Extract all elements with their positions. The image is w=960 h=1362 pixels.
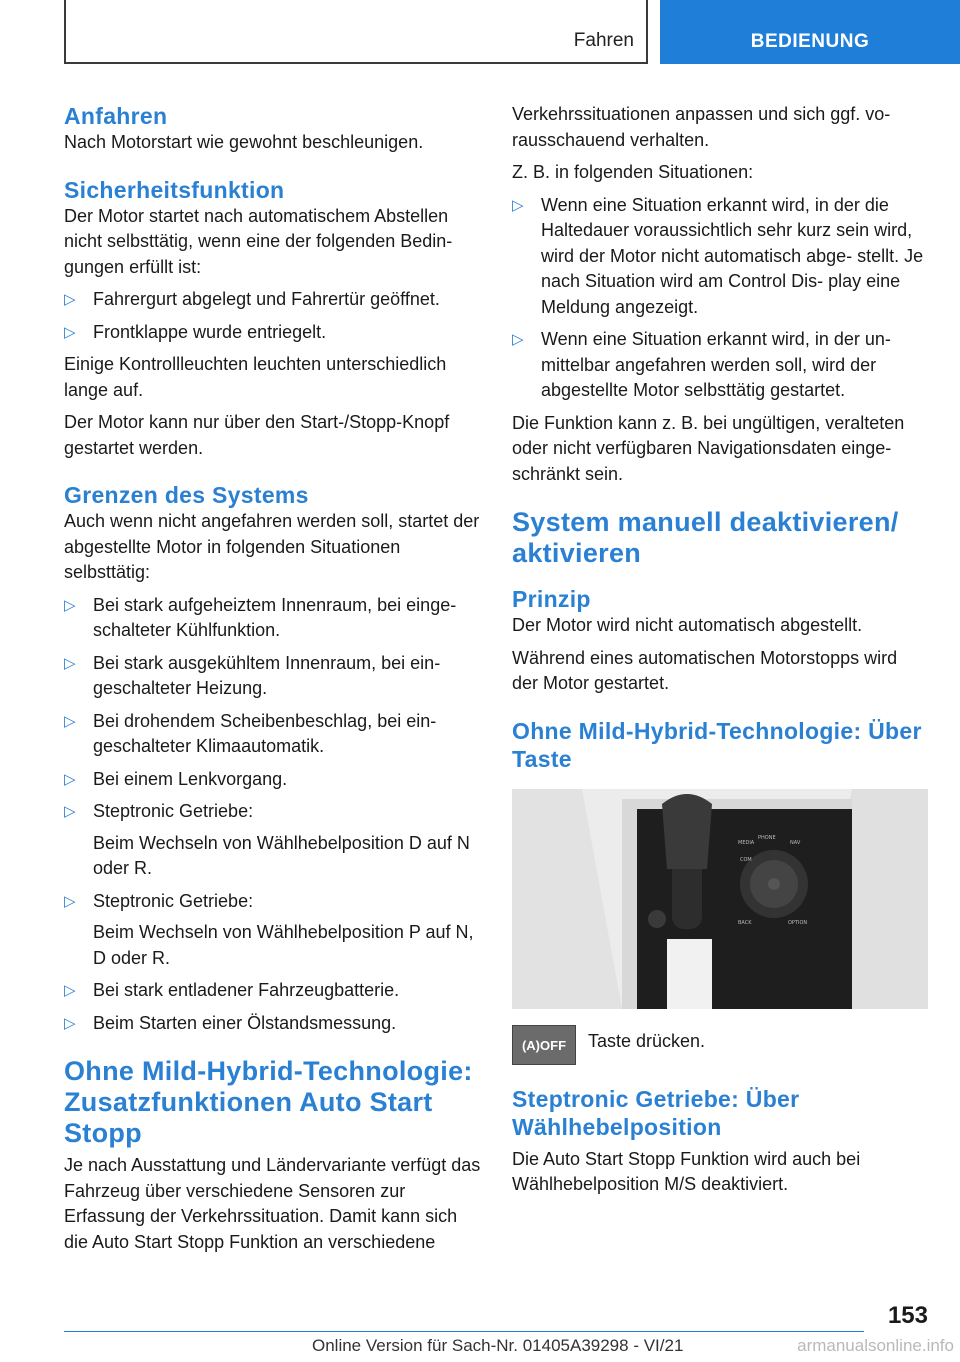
list-item: ▷ Beim Starten einer Ölstandsmessung. xyxy=(64,1011,482,1037)
heading-zusatzfunktionen: Ohne Mild-Hybrid-Technologie: Zusatzfunktionen Auto Start Stopp xyxy=(64,1056,473,1148)
photo-label-phone: PHONE xyxy=(758,834,776,841)
text-prinzip-2: Während eines automatischen Motorstopps wird der Motor gestartet. xyxy=(512,647,898,693)
text-zusatzfunktionen: Je nach Ausstattung und Ländervariante verfügt das Fahrzeug über verschiedene Sensoren zur Erfassung der Verkehrssituation. Damit kann sich die Auto Start Stopp Funktion an verschiedene xyxy=(64,1155,481,1252)
heading-waehlhebelposition: Steptronic Getriebe: Über Wählhebelposition xyxy=(512,1085,800,1140)
text-grenzen: Auch wenn nicht angefahren werden soll, startet der abgestellte Motor in folgenden Situationen selbsttätig: xyxy=(64,511,480,582)
triangle-bullet-icon: ▷ xyxy=(64,982,76,999)
footer-divider xyxy=(64,1331,864,1332)
list-item: ▷ Steptronic Getriebe: Beim Wechseln von Wählhebelposition P auf N, D oder R. xyxy=(64,889,482,972)
photo-label-back: BACK xyxy=(738,919,752,926)
right-column xyxy=(512,102,928,1198)
text-prinzip-1: Der Motor wird nicht automatisch abgestellt. xyxy=(512,615,863,635)
list-item: ▷ Bei einem Lenkvorgang. xyxy=(64,767,482,793)
list-item: ▷ Frontklappe wurde entriegelt. xyxy=(64,320,482,346)
left-column xyxy=(64,102,482,1255)
triangle-bullet-icon: ▷ xyxy=(64,1014,76,1032)
photo-label-media: MEDIA xyxy=(738,839,755,846)
triangle-bullet-icon: ▷ xyxy=(64,712,76,730)
heading-ueber-taste: Ohne Mild-Hybrid-Technologie: Über Taste xyxy=(512,717,922,772)
text-continuation: Verkehrssituationen anpassen und sich ggf. vo‑ rausschauend verhalten. xyxy=(512,104,891,150)
list-item: ▷ Wenn eine Situation erkannt wird, in der un‑ mittelbar angefahren werden soll, wird der abgestellte Motor selbsttätig gestartet. xyxy=(512,329,891,400)
text-waehlhebelposition: Die Auto Start Stopp Funktion wird auch bei Wählhebelposition M/S deaktiviert. xyxy=(512,1148,861,1194)
triangle-bullet-icon: ▷ xyxy=(64,803,76,820)
triangle-bullet-icon: ▷ xyxy=(64,770,76,788)
triangle-bullet-icon: ▷ xyxy=(512,331,524,348)
heading-manuell-deaktivieren: System manuell deaktivieren/ aktivieren xyxy=(512,507,899,568)
header-box xyxy=(64,0,648,64)
text-start-stopp-knopf: Der Motor kann nur über den Start-/Stopp-Knopf gestartet werden. xyxy=(64,412,450,458)
center-console-illustration xyxy=(512,789,928,1009)
watermark: armanualsonline.info xyxy=(797,1336,954,1355)
list-item-subtext: Beim Wechseln von Wählhebelposition D auf N oder R. xyxy=(93,832,470,878)
footer-online-version: Online Version für Sach-Nr. 01405A39298 - VI/21 xyxy=(312,1336,684,1355)
header-section-label: Fahren xyxy=(573,30,634,51)
text-taste-druecken: Taste drücken. xyxy=(588,1030,706,1051)
list-item: ▷ Steptronic Getriebe: Beim Wechseln von Wählhebelposition D auf N oder R. xyxy=(64,799,482,882)
triangle-bullet-icon: ▷ xyxy=(64,596,76,614)
text-anfahren: Nach Motorstart wie gewohnt beschleunigen. xyxy=(64,132,424,152)
heading-grenzen: Grenzen des Systems xyxy=(64,482,309,508)
triangle-bullet-icon: ▷ xyxy=(64,323,76,341)
list-item: ▷ Wenn eine Situation erkannt wird, in der die Haltedauer voraussichtlich sehr kurz sein wird, wird der Motor nicht automatisch abge‑ stellt. Je nach Situation wird am Control Dis‑ play eine Meldung angezeigt. xyxy=(512,194,924,317)
list-item: ▷ Bei stark aufgeheiztem Innenraum, bei einge‑ schalteter Kühlfunktion. xyxy=(64,594,457,640)
list-item: ▷ Fahrergurt abgelegt und Fahrertür geöffnet. xyxy=(64,287,482,313)
text-situationen: Z. B. in folgenden Situationen: xyxy=(512,162,754,182)
taste-row xyxy=(512,1025,928,1065)
photo-label-option: OPTION xyxy=(788,919,808,926)
heading-prinzip: Prinzip xyxy=(512,586,591,612)
heading-anfahren: Anfahren xyxy=(64,103,168,129)
center-console-photo xyxy=(512,789,928,1009)
photo-label-nav: NAV xyxy=(790,839,801,846)
text-navigationsdaten: Die Funktion kann z. B. bei ungültigen, veralteten oder nicht verfügbaren Navigationsdaten einge‑ schränkt sein. xyxy=(512,412,905,484)
heading-sicherheitsfunktion: Sicherheitsfunktion xyxy=(64,176,285,203)
triangle-bullet-icon: ▷ xyxy=(64,654,76,672)
page-number: 153 xyxy=(887,1302,928,1329)
list-item: ▷ Bei stark ausgekühltem Innenraum, bei ein‑ geschalteter Heizung. xyxy=(64,652,441,698)
header-tab-bedienung: BEDIENUNG xyxy=(660,0,960,64)
text-kontrollleuchten: Einige Kontrollleuchten leuchten unterschiedlich lange auf. xyxy=(64,354,447,400)
triangle-bullet-icon: ▷ xyxy=(64,291,76,308)
auto-start-stop-off-icon: (A)OFF xyxy=(512,1025,576,1065)
list-item: ▷ Bei stark entladener Fahrzeugbatterie. xyxy=(64,978,482,1004)
photo-label-com: COM xyxy=(740,856,752,863)
triangle-bullet-icon: ▷ xyxy=(512,196,524,214)
triangle-bullet-icon: ▷ xyxy=(64,892,76,910)
text-sicherheitsfunktion: Der Motor startet nach automatischem Abstellen nicht selbsttätig, wenn eine der folgenden Bedin‑ gungen erfüllt ist: xyxy=(64,205,453,277)
list-item: ▷ Bei drohendem Scheibenbeschlag, bei ein‑ geschalteter Klimaautomatik. xyxy=(64,710,437,756)
list-item-subtext: Beim Wechseln von Wählhebelposition P auf N, D oder R. xyxy=(93,922,474,968)
